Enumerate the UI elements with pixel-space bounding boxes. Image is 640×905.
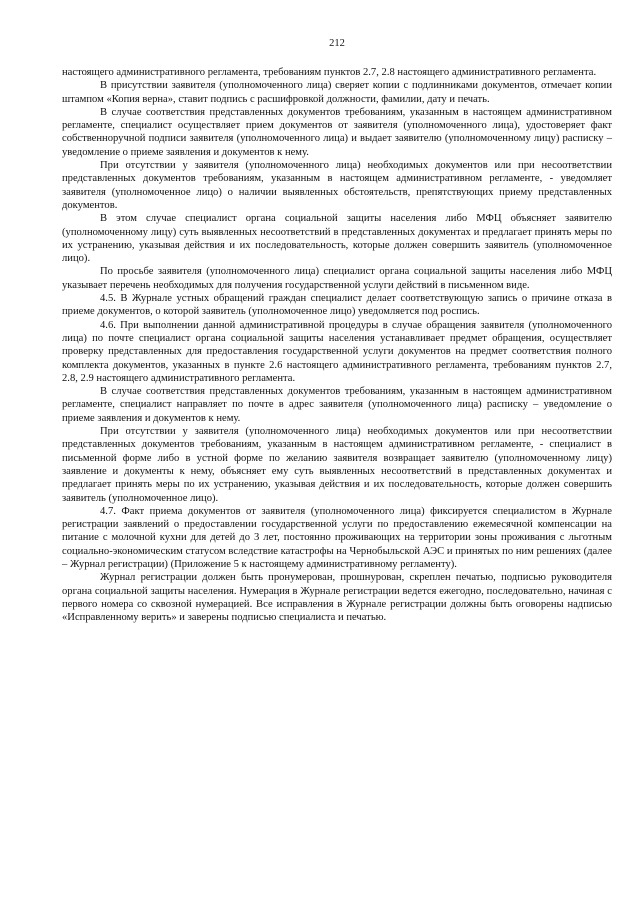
paragraph: В присутствии заявителя (уполномоченного лица) сверяет копии с подлинниками документов, отмечает копии штампом «Копия верна», ставит подпись с расшифровкой должности, фамилии, дату и печать. xyxy=(62,80,612,105)
paragraph: настоящего административного регламента, требованиям пунктов 2.7, 2.8 настоящего административного регламента. xyxy=(62,67,597,78)
paragraph: 4.7. Факт приема документов от заявителя (уполномоченного лица) фиксируется специалистом в Журнале регистрации заявлений о предоставлении государственной услуги по предоставлению ежемесячной компенсации на питание с молочной кухни для детей до 3 лет, постоянно проживающих на территории зоны проживания с льготным социально-экономическим статусом вследствие катастрофы на Чернобыльской АЭС и принятых по ним решениях (далее – Журнал регистрации) (Приложение 5 к настоящему административному регламенту). xyxy=(62,505,612,570)
paragraph: Журнал регистрации должен быть пронумерован, прошнурован, скреплен печатью, подписью руководителя органа социальной защиты населения. Нумерация в Журнале регистрации ведется ежегодно, последовательно, начиная с первого номера со сквозной нумерацией. Все исправления в Журнале регистрации должны быть оговорены надписью «Исправленному верить» и заверены подписью специалиста и печатью. xyxy=(62,572,612,624)
document-body xyxy=(62,66,612,624)
paragraph: 4.5. В Журнале устных обращений граждан специалист делает соответствующую запись о причине отказа в приеме документов, о которой заявитель (уполномоченное лицо) уведомляется под роспись. xyxy=(62,293,612,318)
paragraph: В случае соответствия представленных документов требованиям, указанным в настоящем административном регламенте, специалист осуществляет прием документов от заявителя (уполномоченного лица), удостоверяет факт собственноручной подписи заявителя (уполномоченного лица) и выдает заявителю (уполномоченному лицу) расписку – уведомление о приеме заявления и документов к нему. xyxy=(62,106,612,158)
paragraph: По просьбе заявителя (уполномоченного лица) специалист органа социальной защиты населения либо МФЦ указывает перечень необходимых для получения государственной услуги действий в письменном виде. xyxy=(62,266,612,291)
paragraph: При отсутствии у заявителя (уполномоченного лица) необходимых документов или при несоответствии представленных документов требованиям, указанным в настоящем административном регламенте, - уведомляет заявителя (уполномоченное лицо) о наличии выявленных обстоятельств, препятствующих приему представленных документов. xyxy=(62,160,612,211)
page-number: 212 xyxy=(329,38,345,49)
paragraph: В случае соответствия представленных документов требованиям, указанным в настоящем административном регламенте, специалист направляет по почте в адрес заявителя (уполномоченного лица) расписку – уведомление о приеме заявления и документов к нему. xyxy=(62,386,612,424)
paragraph: При отсутствии у заявителя (уполномоченного лица) необходимых документов или при несоответствии представленных документов требованиям, указанным в настоящем административном регламенте, - специалист в письменной форме либо в устной форме по желанию заявителя возвращает заявителю (уполномоченному лицу) заявление и документы к нему, объясняет ему суть выявленных несоответствий в представленных документах и предлагает принять меры по их устранению, указывая действия и их последовательность, которые должен совершить заявитель (уполномоченное лицо). xyxy=(62,426,612,504)
paragraph: 4.6. При выполнении данной административной процедуры в случае обращения заявителя (уполномоченного лица) по почте специалист органа социальной защиты населения устанавливает предмет обращения, осуществляет проверку представленных для предоставления государственной услуги документов на предмет соответствия полного комплекта документов, указанных в пункте 2.6 настоящего административного регламента, требованиям пунктов 2.7, 2.8, 2.9 настоящего административного регламента. xyxy=(62,319,612,384)
paragraph: В этом случае специалист органа социальной защиты населения либо МФЦ объясняет заявителю (уполномоченному лицу) суть выявленных несоответствий в представленных документах и предлагает принять меры по их устранению, указывая действия и их последовательность, которые должен совершить заявитель (уполномоченное лицо). xyxy=(62,213,612,265)
